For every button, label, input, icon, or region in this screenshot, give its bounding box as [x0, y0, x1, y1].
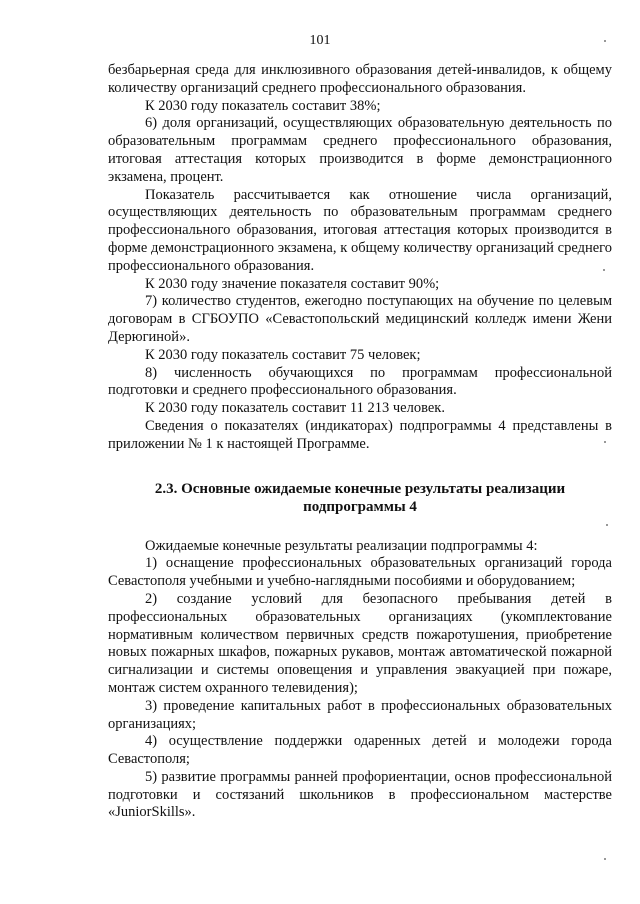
body-paragraph: Показатель рассчитывается как отношение числа организаций, осуществляющих деятельность по образовательным программам среднего профессионального образования, итоговая аттестация которых производится в форме демонстрационного экзамена, к общему количеству организаций среднего профессионального образования. [108, 186, 612, 274]
body-paragraph: безбарьерная среда для инклюзивного образования детей-инвалидов, к общему количеству организаций среднего профессионального образования. [108, 62, 612, 96]
body-paragraph: 8) численность обучающихся по программам профессиональной подготовки и среднего профессионального образования. [108, 364, 612, 399]
body-paragraph: К 2030 году показатель составит 38%; [145, 97, 381, 114]
scan-speck [604, 858, 606, 860]
body-paragraph: 6) доля организаций, осуществляющих образовательную деятельность по образовательным программам среднего профессионального образования, итоговая аттестация которых производится в форме демонстрационного экзамена, процент. [108, 115, 612, 185]
body-paragraph: 5) развитие программы ранней профориентации, основ профессиональной подготовки и состязаний школьников в профессиональном мастерстве «JuniorSkills». [108, 768, 612, 821]
body-paragraph: 7) количество студентов, ежегодно поступающих на обучение по целевым договорам в СГБОУПО «Севастопольский медицинский колледж имени Жени Дерюгиной». [108, 293, 612, 345]
section-heading-line-2: подпрограммы 4 [303, 498, 417, 515]
document-body [108, 62, 612, 822]
body-paragraph: 1) оснащение профессиональных образовательных организаций города Севастополя учебными и учебно-наглядными пособиями и оборудованием; [108, 555, 612, 590]
body-paragraph: 4) осуществление поддержки одаренных детей и молодежи города Севастополя; [108, 733, 612, 768]
body-paragraph: К 2030 году значение показателя составит 90%; [145, 275, 440, 292]
scan-speck [604, 441, 606, 443]
section-heading [108, 480, 612, 516]
scan-speck [604, 40, 606, 42]
body-paragraph: 2) создание условий для безопасного пребывания детей в профессиональных образовательных организациях (укомплектование нормативным количеством первичных средств пожаротушения, приобретение новых пожарных шкафов, пожарных рукавов, монтаж автоматической пожарной сигнализации и системы оповещения и управления эвакуацией при пожаре, монтаж систем охранного телевидения); [108, 590, 612, 696]
scan-speck [603, 269, 605, 271]
scan-speck [606, 524, 608, 526]
body-paragraph: Сведения о показателях (индикаторах) подпрограммы 4 представлены в приложении № 1 к настоящей Программе. [108, 417, 612, 452]
body-paragraph: К 2030 году показатель составит 11 213 человек. [145, 400, 445, 417]
paragraphs-before-heading [108, 62, 612, 454]
paragraphs-after-heading [108, 538, 612, 823]
body-paragraph: Ожидаемые конечные результаты реализации подпрограммы 4: [145, 537, 538, 554]
page-number: 101 [309, 33, 331, 48]
section-heading-line-1: 2.3. Основные ожидаемые конечные результаты реализации [154, 480, 566, 497]
body-paragraph: 3) проведение капитальных работ в профессиональных образовательных организациях; [108, 697, 612, 732]
body-paragraph: К 2030 году показатель составит 75 человек; [145, 346, 421, 363]
